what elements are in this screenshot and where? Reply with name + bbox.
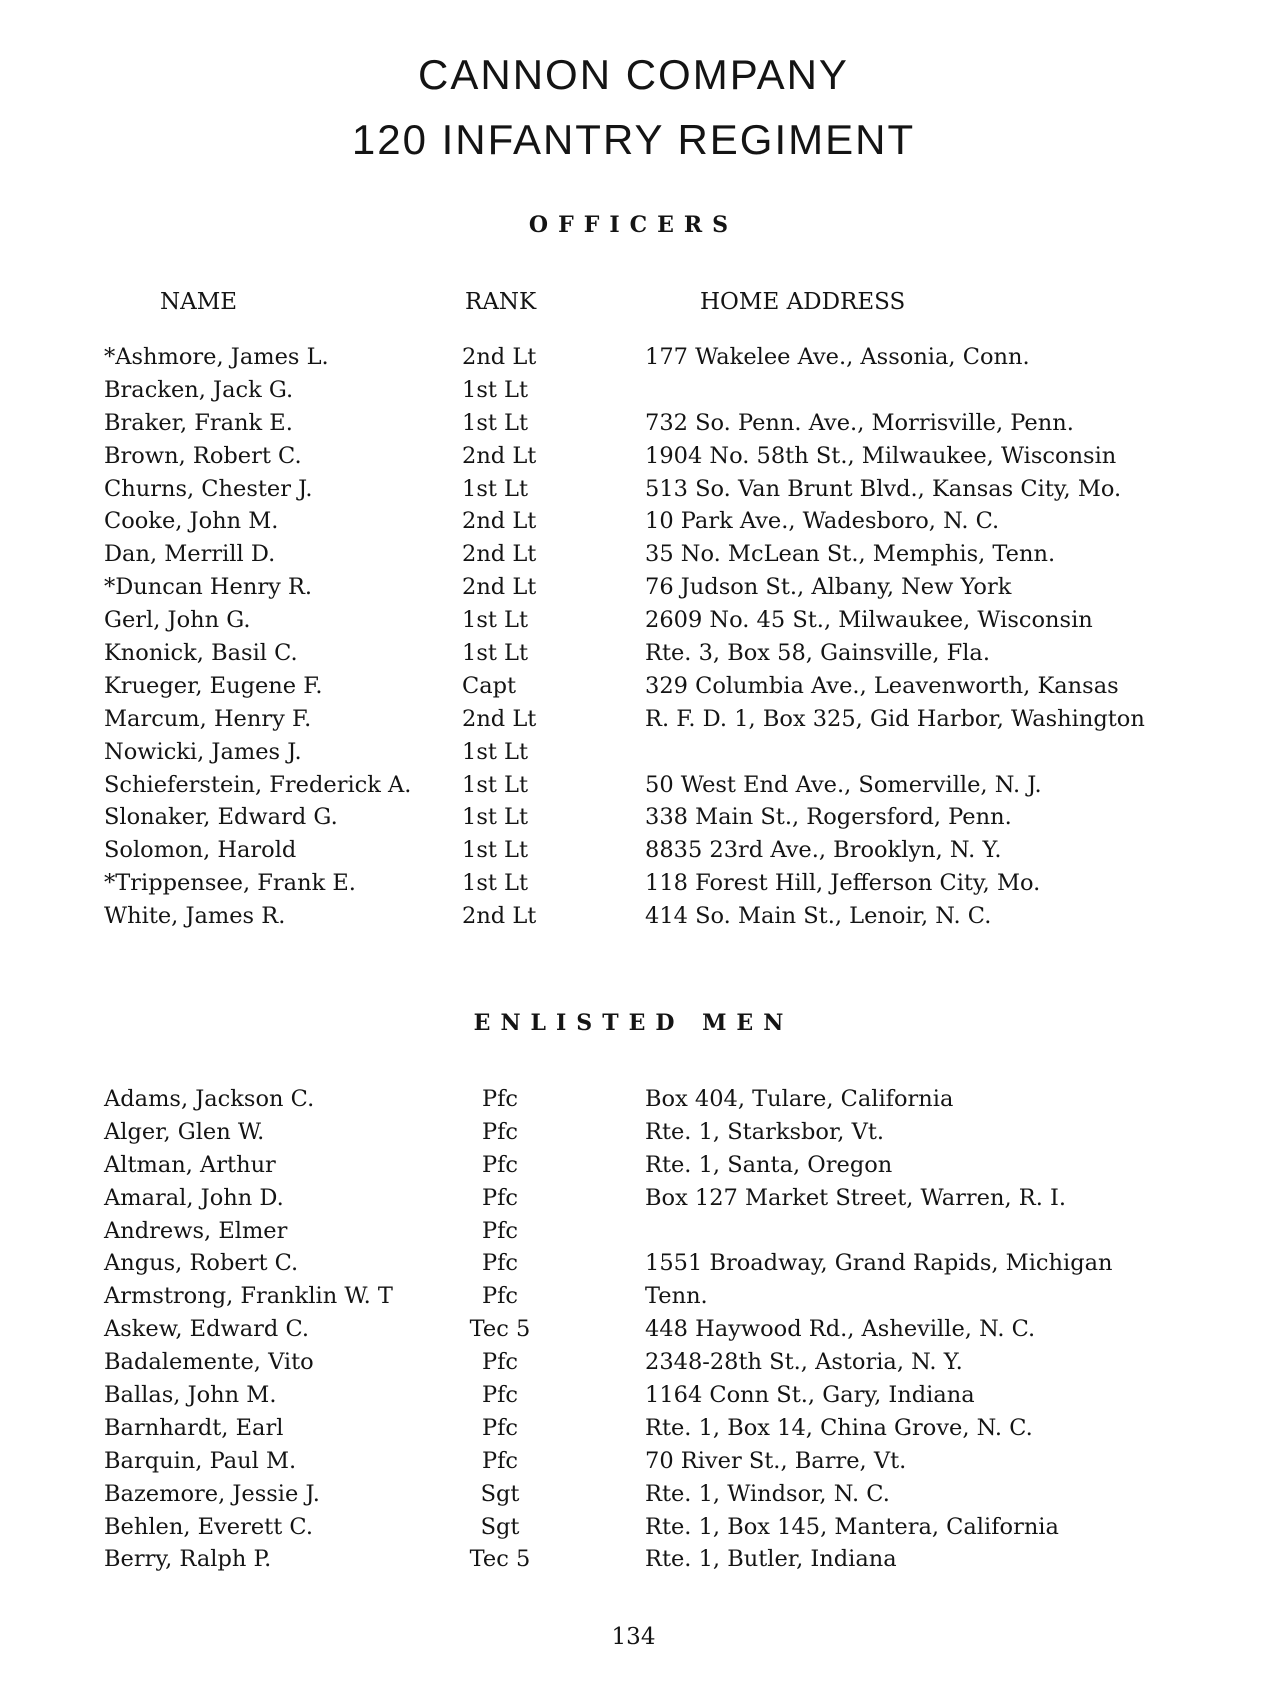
member-address: Rte. 3, Box 58, Gainsville, Fla. bbox=[645, 640, 990, 667]
member-rank: 2nd Lt bbox=[462, 705, 537, 732]
member-name: Behlen, Everett C. bbox=[104, 1513, 313, 1540]
member-address: 1904 No. 58th St., Milwaukee, Wisconsin bbox=[645, 442, 1117, 469]
member-address: 35 No. McLean St., Memphis, Tenn. bbox=[645, 541, 1056, 568]
roster-row bbox=[0, 1346, 1267, 1379]
roster-row bbox=[0, 736, 1267, 769]
roster-row bbox=[0, 1313, 1267, 1346]
member-name: Brown, Robert C. bbox=[104, 442, 302, 469]
member-name: Barquin, Paul M. bbox=[104, 1447, 297, 1474]
member-rank: 1st Lt bbox=[462, 376, 529, 403]
roster-row bbox=[0, 407, 1267, 440]
roster-row bbox=[0, 900, 1267, 933]
member-address: Box 404, Tulare, California bbox=[645, 1086, 954, 1112]
member-name: Churns, Chester J. bbox=[104, 475, 313, 502]
member-rank: Pfc bbox=[481, 1217, 519, 1244]
member-address: 513 So. Van Brunt Blvd., Kansas City, Mo. bbox=[645, 475, 1122, 502]
member-name: *Ashmore, James L. bbox=[104, 344, 329, 370]
member-rank: 1st Lt bbox=[462, 640, 529, 667]
roster-row bbox=[0, 374, 1267, 407]
member-rank: 2nd Lt bbox=[462, 541, 537, 568]
member-address: Tenn. bbox=[645, 1283, 708, 1310]
member-rank: Sgt bbox=[480, 1513, 520, 1540]
member-rank: 2nd Lt bbox=[462, 903, 537, 930]
member-name: Bracken, Jack G. bbox=[104, 376, 294, 403]
roster-row bbox=[0, 571, 1267, 604]
roster-row bbox=[0, 769, 1267, 802]
roster-row bbox=[0, 1478, 1267, 1511]
roster-row bbox=[0, 505, 1267, 538]
member-rank: Tec 5 bbox=[469, 1316, 531, 1343]
member-address: 414 So. Main St., Lenoir, N. C. bbox=[645, 903, 992, 930]
roster-row bbox=[0, 1247, 1267, 1280]
member-name: Schieferstein, Frederick A. bbox=[104, 771, 412, 798]
member-name: Adams, Jackson C. bbox=[104, 1086, 315, 1112]
member-rank: Pfc bbox=[481, 1184, 519, 1211]
member-name: Armstrong, Franklin W. T bbox=[104, 1283, 393, 1310]
member-rank: Sgt bbox=[480, 1480, 520, 1507]
member-address: 2609 No. 45 St., Milwaukee, Wisconsin bbox=[645, 607, 1093, 634]
member-name: Nowicki, James J. bbox=[104, 738, 302, 765]
member-name: Amaral, John D. bbox=[104, 1184, 284, 1211]
member-name: Krueger, Eugene F. bbox=[104, 672, 323, 699]
roster-row bbox=[0, 801, 1267, 834]
member-rank: 2nd Lt bbox=[462, 442, 537, 469]
member-rank: 1st Lt bbox=[462, 409, 529, 436]
member-name: Angus, Robert C. bbox=[104, 1250, 299, 1277]
member-address: 1551 Broadway, Grand Rapids, Michigan bbox=[645, 1250, 1113, 1277]
member-address: Rte. 1, Santa, Oregon bbox=[645, 1151, 893, 1178]
member-name: *Duncan Henry R. bbox=[104, 574, 313, 601]
member-name: Braker, Frank E. bbox=[104, 409, 293, 436]
member-name: Alger, Glen W. bbox=[104, 1118, 265, 1145]
member-name: Altman, Arthur bbox=[104, 1151, 276, 1178]
member-rank: 1st Lt bbox=[462, 837, 529, 864]
member-rank: 1st Lt bbox=[462, 607, 529, 634]
member-address: 329 Columbia Ave., Leavenworth, Kansas bbox=[645, 672, 1119, 699]
member-address: Rte. 1, Butler, Indiana bbox=[645, 1546, 897, 1573]
member-name: Dan, Merrill D. bbox=[104, 541, 276, 568]
member-name: Bazemore, Jessie J. bbox=[104, 1480, 320, 1507]
roster-row bbox=[0, 1083, 1267, 1116]
member-address: Rte. 1, Windsor, N. C. bbox=[645, 1480, 890, 1507]
officers-list bbox=[0, 341, 1267, 933]
member-rank: 1st Lt bbox=[462, 738, 529, 765]
member-name: Cooke, John M. bbox=[104, 508, 279, 535]
roster-row bbox=[0, 1182, 1267, 1215]
member-rank: Capt bbox=[462, 672, 517, 699]
roster-row bbox=[0, 341, 1267, 374]
roster-row bbox=[0, 1149, 1267, 1182]
regiment-title: 120 INFANTRY REGIMENT bbox=[351, 116, 916, 163]
officers-heading: OFFICERS bbox=[528, 212, 739, 238]
member-rank: Pfc bbox=[481, 1414, 519, 1441]
member-name: Marcum, Henry F. bbox=[104, 705, 312, 732]
member-rank: Pfc bbox=[481, 1447, 519, 1474]
name-column-header: NAME bbox=[160, 289, 238, 315]
member-rank: 1st Lt bbox=[462, 475, 529, 502]
member-name: Berry, Ralph P. bbox=[104, 1546, 272, 1573]
member-rank: 1st Lt bbox=[462, 804, 529, 831]
member-name: *Trippensee, Frank E. bbox=[104, 870, 356, 897]
member-address: 10 Park Ave., Wadesboro, N. C. bbox=[645, 508, 1000, 535]
member-address: Box 127 Market Street, Warren, R. I. bbox=[645, 1184, 1067, 1211]
roster-row bbox=[0, 703, 1267, 736]
member-name: Askew, Edward C. bbox=[104, 1316, 310, 1343]
member-rank: Pfc bbox=[481, 1382, 519, 1409]
member-name: Barnhardt, Earl bbox=[104, 1414, 284, 1441]
roster-row bbox=[0, 1280, 1267, 1313]
member-rank: 2nd Lt bbox=[462, 508, 537, 535]
member-name: Ballas, John M. bbox=[104, 1382, 277, 1409]
roster-row bbox=[0, 834, 1267, 867]
roster-row bbox=[0, 440, 1267, 473]
roster-row bbox=[0, 1379, 1267, 1412]
member-rank: Pfc bbox=[481, 1349, 519, 1376]
member-rank: 2nd Lt bbox=[462, 574, 537, 601]
roster-row bbox=[0, 1412, 1267, 1445]
roster-row bbox=[0, 867, 1267, 900]
member-rank: Pfc bbox=[481, 1283, 519, 1310]
member-rank: Pfc bbox=[481, 1118, 519, 1145]
member-rank: Pfc bbox=[481, 1086, 519, 1112]
member-name: Solomon, Harold bbox=[104, 837, 297, 864]
member-address: 338 Main St., Rogersford, Penn. bbox=[645, 804, 1012, 831]
member-address: 70 River St., Barre, Vt. bbox=[645, 1447, 907, 1474]
member-rank: Pfc bbox=[481, 1151, 519, 1178]
member-address: 76 Judson St., Albany, New York bbox=[645, 574, 1012, 601]
member-address: Rte. 1, Box 14, China Grove, N. C. bbox=[645, 1414, 1033, 1441]
member-address: 8835 23rd Ave., Brooklyn, N. Y. bbox=[645, 837, 1002, 864]
member-address: 732 So. Penn. Ave., Morrisville, Penn. bbox=[645, 409, 1074, 436]
member-rank: 1st Lt bbox=[462, 870, 529, 897]
roster-row bbox=[0, 1543, 1267, 1576]
member-address: R. F. D. 1, Box 325, Gid Harbor, Washington bbox=[645, 705, 1145, 732]
roster-row bbox=[0, 1445, 1267, 1478]
enlisted-list bbox=[0, 1083, 1267, 1576]
roster-row bbox=[0, 604, 1267, 637]
member-rank: 1st Lt bbox=[462, 771, 529, 798]
member-address: 50 West End Ave., Somerville, N. J. bbox=[645, 771, 1042, 798]
member-name: White, James R. bbox=[104, 903, 286, 930]
roster-row bbox=[0, 1511, 1267, 1544]
member-name: Slonaker, Edward G. bbox=[104, 804, 338, 831]
member-address: 1164 Conn St., Gary, Indiana bbox=[645, 1382, 975, 1409]
roster-row bbox=[0, 1116, 1267, 1149]
member-name: Knonick, Basil C. bbox=[104, 640, 298, 667]
roster-row bbox=[0, 670, 1267, 703]
member-address: Rte. 1, Box 145, Mantera, California bbox=[645, 1513, 1059, 1540]
enlisted-heading: ENLISTED MEN bbox=[473, 1010, 794, 1036]
member-address: 177 Wakelee Ave., Assonia, Conn. bbox=[645, 344, 1030, 370]
member-name: Andrews, Elmer bbox=[104, 1217, 288, 1244]
roster-row bbox=[0, 538, 1267, 571]
company-title: CANNON COMPANY bbox=[418, 51, 849, 98]
member-rank: Tec 5 bbox=[469, 1546, 531, 1573]
roster-row bbox=[0, 637, 1267, 670]
member-address: 2348-28th St., Astoria, N. Y. bbox=[645, 1349, 963, 1376]
page-number: 134 bbox=[611, 1624, 656, 1650]
member-address: Rte. 1, Starksbor, Vt. bbox=[645, 1118, 885, 1145]
member-address: 118 Forest Hill, Jefferson City, Mo. bbox=[645, 870, 1041, 897]
address-column-header: HOME ADDRESS bbox=[700, 289, 906, 315]
member-name: Gerl, John G. bbox=[104, 607, 251, 634]
member-address: 448 Haywood Rd., Asheville, N. C. bbox=[645, 1316, 1036, 1343]
member-name: Badalemente, Vito bbox=[104, 1349, 314, 1376]
member-rank: 2nd Lt bbox=[462, 344, 537, 370]
rank-column-header: RANK bbox=[465, 289, 537, 315]
roster-row bbox=[0, 473, 1267, 506]
member-rank: Pfc bbox=[481, 1250, 519, 1277]
roster-row bbox=[0, 1215, 1267, 1248]
